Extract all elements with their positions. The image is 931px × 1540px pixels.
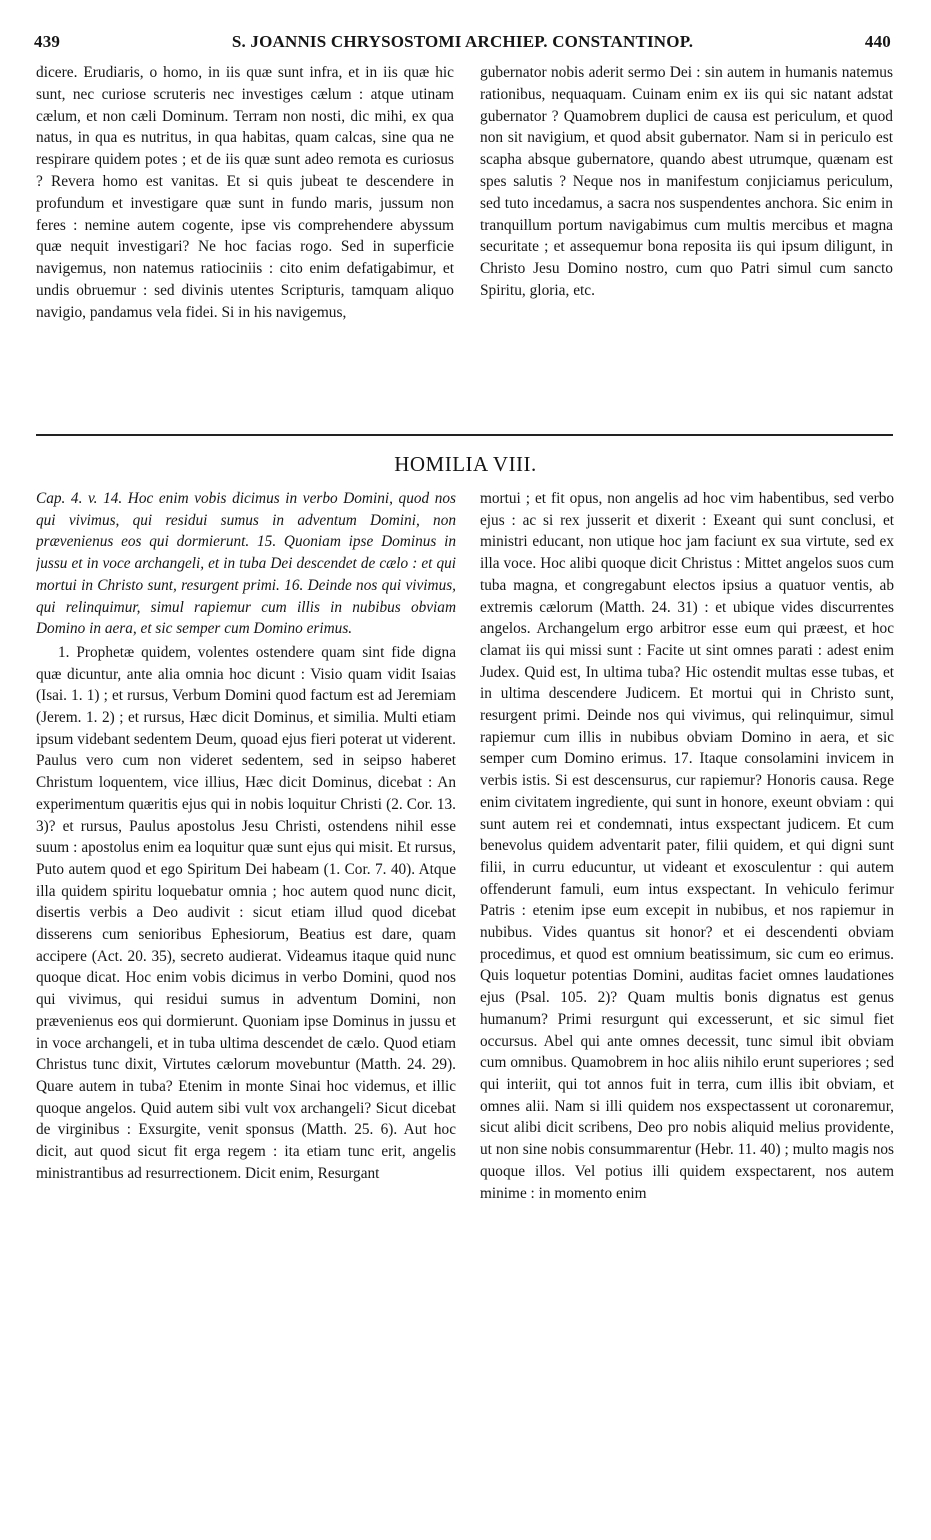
bottom-left-column xyxy=(36,488,456,1532)
bottom-right-text: mortui ; et fit opus, non angelis ad hoc vim habentibus, sed verbo ejus : ac si rex jusserit et dixerit : Exeant qui sunt conclusi, et ministri educant, non utique hoc jam faciunt ex sua virtute, sed ex illa voce. Hoc alibi quoque dicit Christus : Mittet angelos suos cum tuba magna, et congregabunt electos ipsius a quatuor ventis, ab extremis cælorum (Matth. 24. 31) : et ubique vides discurrentes angelos. Archangelum ergo arbitror esse eum qui præest, et hoc clamat iis qui missi sunt : Facite ut sint omnes parati : adest enim Judex. Quid est, In ultima tuba? Hic ostendit multas esse tubas, et in ultima descendere Judicem. Et mortui qui in Christo sunt, resurgent primi. Deinde nos qui vivimus, qui relinquimur, simul rapiemur cum illis in nubibus obviam Domino in aera, et sic semper cum Domino erimus. 17. Itaque consolamini invicem in verbis istis. Si est descensurus, cur rapiemur? Honoris causa. Rege enim civitatem ingrediente, qui sunt in honore, exeunt obviam : qui sunt autem rei et condemnati, intus exspectant judicem. Et cum benevolus quidem adventarit pater, filii quidem, et qui digni sunt filii, in curru educuntur, ut videant et exosculentur : qui autem offenderunt famuli, eum intus exspectant. In vehiculo ferimur Patris : etenim ipse eum excepit in nubibus, et nos rapiemur in nubibus. Vides quantus sit honor? et ei descendenti obviam procedimus, et quod est omnium beatissimum, sic cum eo erimus. Quis loquetur potentias Domini, auditas faciet omnes laudationes ejus (Psal. 105. 2)? Quam multis bonis dignatus est genus humanum? Primi resurgunt qui excesserunt, et sic simul fiet occursus. Abel qui ante omnes decessit, tunc simul ibit obviam cum omnibus. Quamobrem in hoc aliis nihilo erunt superiores ; sed qui interiit, qui tot annos fuit in terra, cum illis ibit obviam, et omnes alii. Nam si illi quidem nos exspectassent ut coronaremur, sicut alibi dicit scribens, Deo pro nobis aliquid melius providente, ut non sine nobis consummarentur (Hebr. 11. 40) ; multo magis nos quoque illos. Vel potius illi quidem exspectarent, nos autem minime : in momento enim xyxy=(480,490,894,1202)
top-left-column xyxy=(36,62,454,424)
bottom-right-column xyxy=(480,488,894,1532)
running-title: S. JOANNIS CHRYSOSTOMI ARCHIEP. CONSTANTINOP. xyxy=(231,32,694,51)
top-left-text: dicere. Erudiaris, o homo, in iis quæ sunt infra, et in iis quæ hic sunt, nec curiose scruteris nec investiges cælum : atque utinam cælum, et non cæli Dominum. Terram non nosti, dic mihi, ex qua natus, in qua es nutritus, in qua habitas, quam calcas, sine qua ne respirare quidem potes ; et de iis quæ sunt adeo remota es curiosus ? Revera homo est vanitas. Et si quis jubeat te descendere in profundum et investigare quæ sunt in fundo maris, jussum non feres : nemine autem cogente, ipse vis comprehendere abyssum quæ nequit investigari? Ne hoc facias rogo. Sed in superficie navigemus, non natemus ratiociniis : cito enim defatigabimur, et undis obruemur : sed divinis utentes Scripturis, tamquam aliquo navigio, pandamus vela fidei. Si in his navigemus, xyxy=(36,64,454,321)
top-right-text: gubernator nobis aderit sermo Dei : sin autem in humanis natemus rationibus, nequaquam. Cuinam enim ex iis qui sic natant adstat gubernator ? Quamobrem duplici de causa est periculum, et quod non sit navigium, et quod absit gubernator. Nam si in periculo est scapha absque gubernatore, quando abest utrumque, quænam est spes salutis ? Neque nos in manifestum conjiciamus periculum, sed tuto incedamus, a sacra nos suspendentes anchora. Sic enim in tranquillum portum navigabimus cum multis mercibus et magna securitate ; et assequemur bona reposita iis qui ipsum diligunt, in Christo Jesu Domino nostro, cum quo Patri simul cum sancto Spiritu, gloria, etc. xyxy=(480,64,893,299)
page-number-left: 439 xyxy=(34,32,61,51)
top-right-column xyxy=(480,62,893,424)
homily-title: HOMILIA VIII. xyxy=(394,452,537,476)
section-divider xyxy=(36,434,893,436)
bottom-left-text: 1. Prophetæ quidem, volentes ostendere quam sint fide digna quæ dicuntur, ante alia omnia hoc dicunt : Visio quam vidit Isaias (Isai. 1. 1) ; et rursus, Verbum Domini quod factum est ad Jeremiam (Jerem. 1. 2) ; et rursus, Hæc dicit Dominus, et similia. Multi etiam ipsum videbant sedentem Deum, quoad ejus fieri poterat ut viderent. Paulus vero cum non videret sedentem, sed in seipso haberet Christum loquentem, vice illius, Hæc dicit Dominus, dicebat : An experimentum quæritis ejus qui in nobis loquitur Christi (2. Cor. 13. 3)? et rursus, Paulus apostolus Jesu Christi, ostendens nihil esse suum : apostolus enim ea loquitur quæ sunt ejus qui misit. Et rursus, Puto autem quod et ego Spiritum Dei habeam (1. Cor. 7. 40). Atque illa quidem spiritu loquebatur omnia ; hoc autem quod nunc dicit, disertis verbis a Deo audivit : sicut etiam illud quod dicebat disserens cum senioribus Ephesiorum, Beatius est dare, quam accipere (Act. 20. 35), secreto audierat. Videamus itaque quid nunc quoque dicat. Hoc enim vobis dicimus in verbo Domini, quod nos qui vivimus, qui residui sumus in adventum Domini, non prævenienus eos qui dormierunt. Quoniam ipse Dominus in jussu et in voce archangeli, et in tuba ultima descendet de cælo. Quod etiam Christus tunc dixit, Virtutes cælorum movebuntur (Matth. 24. 29). Quare autem in tuba? Etenim in monte Sinai hoc videmus, et illic quoque angelos. Quid autem sibi vult vox archangeli? Sicut dicebat de virginibus : Exsurgite, venit sponsus (Matth. 25. 6). Aut hoc dicit, aut quod sicut fit erga regem : ita etiam tunc erit, angelis ministrantibus ad resurrectionem. Dicit enim, Resurgant xyxy=(36,643,456,1182)
page-number-right: 440 xyxy=(864,32,891,51)
page-header xyxy=(34,32,891,60)
chapter-intro: Cap. 4. v. 14. Hoc enim vobis dicimus in verbo Domini, quod nos qui vivimus, qui residui sumus in adventum Domini, non prævenienus eos qui dormierunt. 15. Quoniam ipse Dominus in jussu et in voce archangeli, et in tuba Dei descendet de cælo : et qui mortui in Christo sunt, resurgent primi. 16. Deinde nos qui vivimus, qui relinquimur, simul rapiemur cum illis in nubibus obviam Domino in aera, et sic semper cum Domino erimus. xyxy=(36,490,456,638)
